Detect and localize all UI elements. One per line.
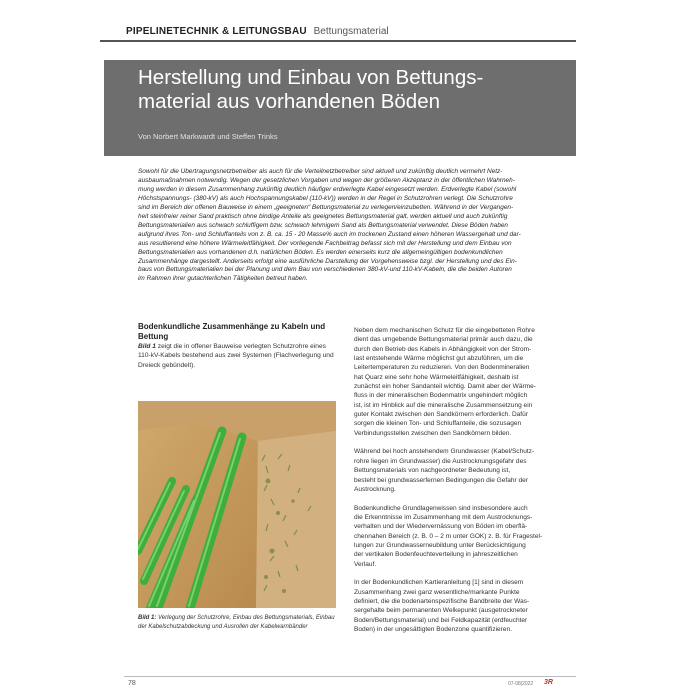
text-line: Verbindungsstellen zwischen den Sandkörnern bilden. xyxy=(354,429,512,437)
lead-line: heit steinfreier reiner Sand praktisch ohne bindige Anteile als geeignetes Bettungsmaterial galt, werden aktuell und auch zukünftig xyxy=(138,212,508,220)
lead-line: ausbaumaßnahmen notwendig. Wegen der gesetzlichen Vorgaben und wegen der größeren Akzeptanz in der öffentlichen Wahrneh- xyxy=(138,176,515,184)
right-paragraph xyxy=(354,447,572,494)
text-line: Während bei hoch anstehendem Grundwasser (Kabel/Schutz- xyxy=(354,448,535,456)
left-text-body: zeigt die in offener Bauweise verlegten Schutzrohre eines 110-kV-Kabels bestehend aus zwei Systemen (Flachverlegung und Dreieck gebündelt). xyxy=(138,343,334,369)
figure-photo xyxy=(138,401,336,608)
title-line: Herstellung und Einbau von Bettungs- xyxy=(138,66,484,89)
text-line: hat Quarz eine sehr hohe Wärmeleitfähigkeit, deshalb ist xyxy=(354,373,519,381)
text-line: chennahen Bereich (z. B. 0 – 2 m unter GOK) z. B. für Fragestel- xyxy=(354,532,543,540)
text-line: definiert, die die bodenartenspezifische Bandbreite der Was- xyxy=(354,597,530,605)
lead-line: sind im Bereich der offenen Bauweise in einem „geeigneten“ Bettungsmaterial zu verlegen/einzubetten. Während in der Vergangen- xyxy=(138,203,514,211)
left-column-text xyxy=(138,342,338,370)
footer-divider xyxy=(124,676,576,677)
header-divider xyxy=(100,40,576,42)
lead-line: Zusammenhänge dargestellt. Anderseits erfolgt eine ausführliche Darstellung der Vorgehensweise bzgl. der Herstellung und des Ein- xyxy=(138,257,517,265)
text-line: der vertikalen Bodenfeuchteverteilung in jahreszeitlichen xyxy=(354,551,518,559)
lead-line: aufgrund ihres Ton- und Schluffanteils von z. B. ca. 15 - 20 Masse% auch im trockenen Zustand einen höheren Wassergehalt und dar- xyxy=(138,230,521,238)
lead-line: aus resultierend eine höhere Wärmeleitfähigkeit. Der vorliegende Fachbeitrag befasst sich mit der Herstellung und dem Einbau von xyxy=(138,239,512,247)
right-paragraph xyxy=(354,578,572,634)
text-line: sorgen die kleinen Ton- und Schluffanteile, die sozusagen xyxy=(354,420,522,428)
issue-label: 07-08|2022 xyxy=(508,681,534,687)
lead-paragraph xyxy=(138,168,570,284)
text-line: Zusammenhang zwei ganz wesentliche/markante Punkte xyxy=(354,588,520,596)
text-line: Austrocknung. xyxy=(354,485,396,493)
text-line: die Erkenntnisse im Zusammenhang mit dem Austrocknungs- xyxy=(354,513,533,521)
text-line: besteht bei grundwasserfernen Bedingungen die Gefahr der xyxy=(354,476,528,484)
lead-line: mung werden in diesem Zusammenhang zukünftig deutlich häufiger erdverlegte Kabel eingesetzt werden. Erdverlegte Kabel (sowohl xyxy=(138,185,517,193)
magazine-logo: 3R xyxy=(544,679,553,686)
section-heading: Bodenkundliche Zusammenhänge zu Kabeln und Bettung xyxy=(138,322,326,341)
page-number: 78 xyxy=(128,680,136,687)
lead-line: Bettungsmaterialien aus schwach schluffigem bzw. schwach lehmigem Sand als Bettungsmaterial verwendet. Diese Böden haben xyxy=(138,221,508,229)
text-line: Bodenkundliche Grundlagenwissen sind insbesondere auch xyxy=(354,504,528,512)
text-line: zunächst ein hoher Sandanteil wichtig. Damit aber der Wärme- xyxy=(354,383,536,391)
text-line: rohre liegen im Grundwasser) die Austrocknungsgefahr des xyxy=(354,457,527,465)
text-line: dient das umgebende Bettungsmaterial primär auch dazu, die xyxy=(354,336,533,344)
text-line: lungen zur Grundwasserneubildung unter Berücksichtigung xyxy=(354,541,526,549)
text-line: Boden) in der ungesättigten Bodenzone quantifizieren. xyxy=(354,626,512,633)
text-line: Verlauf. xyxy=(354,560,377,568)
title-line: material aus vorhandenen Böden xyxy=(138,90,441,113)
lead-line: Sowohl für die Übertragungsnetzbetreiber als auch für die Verteilnetzbetreiber sind aktuell und zukünftig deutlich vermehrt Netz- xyxy=(138,168,503,175)
header-section: PIPELINETECHNIK & LEITUNGSBAU xyxy=(126,26,307,37)
text-line: fluss in der mineralischen Bodenmatrix ungehindert möglich xyxy=(354,392,528,400)
lead-line: baus von Bettungsmaterialien bei der Planung und dem Bau von verschiedenen 380-kV-und 110-kV-Kabeln, die die beiden Autoren xyxy=(138,266,512,274)
article-title xyxy=(138,66,558,114)
figure-reference: Bild 1 xyxy=(138,343,156,350)
lead-line: Höchstspannungs- (380-kV) als auch Hochspannungskabel (110-kV)) werden in der Regel in Schutzrohren verlegt. Die Schutzrohre xyxy=(138,194,513,202)
byline: Von Norbert Markwardt und Steffen Trinks xyxy=(138,132,278,141)
right-column xyxy=(354,326,572,644)
lead-line: im Rahmen ihrer gutachterlichen Tätigkeiten betreut haben. xyxy=(138,275,308,283)
text-line: Bettungsmaterials von nachgeordneter Bedeutung ist, xyxy=(354,467,511,475)
text-line: durch den Betrieb des Kabels in Abhängigkeit von der Strom- xyxy=(354,345,532,353)
text-line: ist, ist im Hinblick auf die mineralische Zusammensetzung ein xyxy=(354,401,533,409)
text-line: Leitertemperaturen zu reduzieren. Von den Bodenmineralien xyxy=(354,364,530,372)
text-line: In der Bodenkundlichen Kartieranleitung [1] sind in diesem xyxy=(354,579,524,587)
caption-text: Verlegung der Schutzrohre, Einbau des Bettungsmaterials, Einbau der Kabelschutzabdeckung und Ausrollen der Kabelwarnbänder xyxy=(138,615,335,631)
text-line: last entstehende Wärme möglichst gut abzuführen, um die xyxy=(354,355,524,363)
caption-label: Bild 1: xyxy=(138,615,157,621)
text-line: Boden/Bettungsmaterial) und bei Feldkapazität (erdfeuchter xyxy=(354,616,528,624)
text-line: sergehalte beim permanenten Welkepunkt (ausgetrockneter xyxy=(354,607,528,615)
right-paragraph xyxy=(354,504,572,569)
text-line: Neben dem mechanischen Schutz für die eingebetteten Rohre xyxy=(354,327,535,334)
figure-caption xyxy=(138,614,338,632)
text-line: verhalten und der Wiedervernässung von Böden im oberflä- xyxy=(354,523,528,531)
right-paragraph xyxy=(354,326,572,438)
text-line: guter Kontakt zwischen den Sandkörnern erforderlich. Dafür xyxy=(354,411,528,419)
running-header xyxy=(126,26,576,40)
lead-line: Bettungsmaterialien aus vorhandenen d.h. natürlichen Böden. Es werden einerseits kurz die allgemeingültigen bodenkundlichen xyxy=(138,248,503,256)
pipe-trench-photo xyxy=(138,401,336,608)
header-subsection: Bettungsmaterial xyxy=(313,26,389,37)
